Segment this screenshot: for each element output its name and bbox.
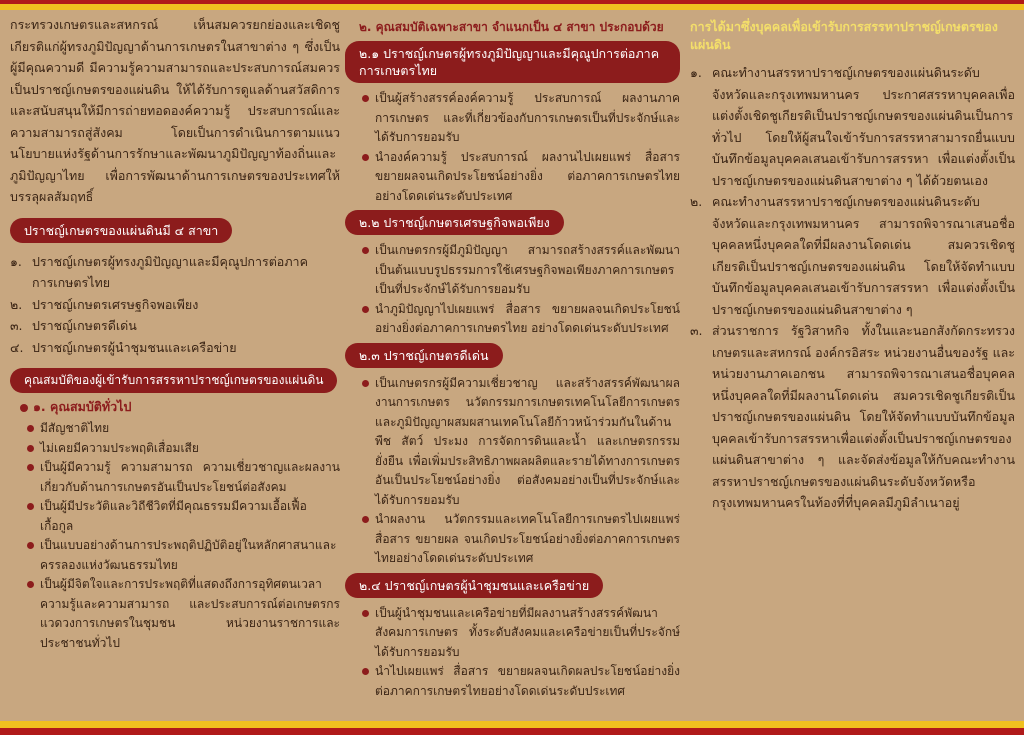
section-2-3-list <box>359 374 680 569</box>
section-2-1-list <box>359 89 680 206</box>
section-heading-2-1: ๒.๑ ปราชญ์เกษตรผู้ทรงภูมิปัญญาและมีคุณูปการต่อภาคการเกษตรไทย <box>345 41 680 83</box>
list-item: นำองค์ความรู้ ประสบการณ์ ผลงานไปเผยแพร่ สื่อสาร ขยายผลจนเกิดประโยชน์อย่างยิ่ง ต่อภาคการเกษตรไทยอย่างโดดเด่นระดับประเทศ <box>359 148 680 207</box>
selection-process-list <box>690 62 1015 514</box>
general-qualifications-list <box>24 419 340 653</box>
column-1 <box>10 14 340 653</box>
list-item: นำไปเผยแพร่ สื่อสาร ขยายผลจนเกิดผลประโยชน์อย่างยิ่งต่อภาคการเกษตรไทยอย่างโดดเด่นระดับประเทศ <box>359 662 680 701</box>
list-item: เป็นเกษตรกรผู้มีภูมิปัญญา สามารถสร้างสรรค์และพัฒนาเป็นต้นแบบรูปธรรมการใช้เศรษฐกิจพอเพียงภาคการเกษตร เป็นที่ประจักษ์ได้รับการยอมรับ <box>359 241 680 300</box>
list-item: ๒. ปราชญ์เกษตรเศรษฐกิจพอเพียง <box>10 296 199 312</box>
list-item: ๓. ส่วนราชการ รัฐวิสาหกิจ ทั้งในและนอกสังกัดกระทรวงเกษตรและสหกรณ์ องค์กรอิสระ หน่วยงานอื่นของรัฐ และหน่วยงานภาคเอกชน สามารถพิจารณาเสนอชื่อบุคคลหนึ่งบุคคลใดที่มีผลงานโดดเด่น สมควรเชิดชูเกียรติเป็นปราชญ์เกษตรของแผ่นดิน โดยให้จัดทำแบบบันทึกข้อมูลบุคคลเข้ารับการสรรหาเพื่อแต่งตั้งเป็นปราชญ์เกษตรของแผ่นดินสาขาต่าง ๆ และจัดส่งข้อมูลให้กับคณะทำงานสรรหาปราชญ์เกษตรของแผ่นดินระดับจังหวัดหรือกรุงเทพมหานครในท้องที่ที่บุคคลมีภูมิลำเนาอยู่ <box>690 323 1015 510</box>
section-2-2-list <box>359 241 680 339</box>
branches-heading: ปราชญ์เกษตรของแผ่นดินมี ๔ สาขา <box>10 218 232 243</box>
general-qualifications-heading: ๑. คุณสมบัติทั่วไป <box>20 397 340 417</box>
column-2 <box>345 14 680 701</box>
list-item: ๔. ปราชญ์เกษตรผู้นำชุมชนและเครือข่าย <box>10 339 237 355</box>
section-heading-2-4: ๒.๔ ปราชญ์เกษตรผู้นำชุมชนและเครือข่าย <box>345 573 603 598</box>
section-heading-2-2: ๒.๒ ปราชญ์เกษตรเศรษฐกิจพอเพียง <box>345 210 564 235</box>
list-item: ๒. คณะทำงานสรรหาปราชญ์เกษตรของแผ่นดินระดับจังหวัดและกรุงเทพมหานคร สามารถพิจารณาเสนอชื่อบุคคลหนึ่งบุคคลใดที่มีผลงานโดดเด่น สมควรเชิดชูเกียรติเป็นปราชญ์เกษตรของแผ่นดิน โดยให้จัดทำแบบบันทึกข้อมูลบุคคลเสนอเข้ารับการสรรหา เพื่อแต่งตั้งเป็นปราชญ์เกษตรของแผ่นดินสาขาต่าง ๆ <box>690 194 1015 317</box>
list-item: เป็นแบบอย่างด้านการประพฤติปฏิบัติอยู่ในหลักศาสนาและครรลองแห่งวัฒนธรรมไทย <box>24 536 340 575</box>
list-item: เป็นผู้มีความรู้ ความสามารถ ความเชี่ยวชาญและผลงานเกี่ยวกับด้านการเกษตรอันเป็นประโยชน์ต่อสังคม <box>24 458 340 497</box>
branches-list <box>10 251 340 359</box>
column-3 <box>690 14 1015 514</box>
list-item: เป็นผู้นำชุมชนและเครือข่ายที่มีผลงานสร้างสรรค์พัฒนาสังคมการเกษตร ทั้งระดับสังคมและเครือข่ายเป็นที่ประจักษ์ได้รับการยอมรับ <box>359 604 680 663</box>
list-item: เป็นผู้มีประวัติและวิถีชีวิตที่มีคุณธรรมมีความเอื้อเฟื้อเกื้อกูล <box>24 497 340 536</box>
selection-process-heading: การได้มาซึ่งบุคคลเพื่อเข้ารับการสรรหาปราชญ์เกษตรของแผ่นดิน <box>690 19 998 52</box>
list-item: มีสัญชาติไทย <box>24 419 340 439</box>
section-2-4-list <box>359 604 680 702</box>
list-item: ไม่เคยมีความประพฤติเสื่อมเสีย <box>24 439 340 459</box>
section-heading-2-3: ๒.๓ ปราชญ์เกษตรดีเด่น <box>345 343 503 368</box>
list-item: นำผลงาน นวัตกรรมและเทคโนโลยีการเกษตรไปเผยแพร่ สื่อสาร ขยายผล จนเกิดประโยชน์อย่างยิ่งต่อภาคการเกษตรไทยอย่างโดดเด่นระดับประเทศ <box>359 510 680 569</box>
list-item: เป็นผู้มีจิตใจและการประพฤติที่แสดงถึงการอุทิศตนเวลา ความรู้และความสามารถ และประสบการณ์ต่อเกษตรกร แวดวงการเกษตรในชุมชน หน่วยงานราชการและประชาชนทั่วไป <box>24 575 340 653</box>
intro-paragraph: กระทรวงเกษตรและสหกรณ์ เห็นสมควรยกย่องและเชิดชูเกียรติแก่ผู้ทรงภูมิปัญญาด้านการเกษตรในสาขาต่าง ๆ ซึ่งเป็นผู้มีคุณความดี มีความรู้ความสามารถและประสบการณ์สมควรเป็นปราชญ์เกษตรของแผ่นดิน ให้ได้รับการดูแลด้านสวัสดิการและสนับสนุนให้มีการถ่ายทอดองค์ความรู้ ประสบการณ์และความสามารถสู่สังคม โดยเป็นการดำเนินการตามแนวนโยบายแห่งรัฐด้านการรักษาและพัฒนาภูมิปัญญาท้องถิ่นและภูมิปัญญาไทย เพื่อการพัฒนาด้านการเกษตรของประเทศให้บรรลุผลสัมฤทธิ์ <box>10 17 340 204</box>
specific-qualifications-heading: ๒. คุณสมบัติเฉพาะสาขา จำแนกเป็น ๔ สาขา ประกอบด้วย <box>359 20 664 34</box>
bottom-border <box>0 721 1024 735</box>
list-item: ๑. คณะทำงานสรรหาปราชญ์เกษตรของแผ่นดินระดับจังหวัดและกรุงเทพมหานคร ประกาศสรรหาบุคคลเพื่อแต่งตั้งเชิดชูเกียรติเป็นปราชญ์เกษตรของแผ่นดินเป็นการทั่วไป โดยให้ผู้สนใจเข้ารับการสรรหาสามารถยื่นแบบบันทึกข้อมูลบุคคลเสนอเข้ารับการสรรหา เพื่อแต่งตั้งเป็นปราชญ์เกษตรของแผ่นดินสาขาต่าง ๆ ได้ด้วยตนเอง <box>690 65 1015 188</box>
qualifications-heading: คุณสมบัติของผู้เข้ารับการสรรหาปราชญ์เกษตรของแผ่นดิน <box>10 368 337 393</box>
top-border <box>0 0 1024 10</box>
list-item: ๑. ปราชญ์เกษตรผู้ทรงภูมิปัญญาและมีคุณูปการต่อภาคการเกษตรไทย <box>10 253 308 290</box>
list-item: เป็นเกษตรกรผู้มีความเชี่ยวชาญ และสร้างสรรค์พัฒนาผลงานการเกษตร นวัตกรรมการเกษตรเทคโนโลยีการเกษตร และภูมิปัญญาผสมผสานเทคโนโลยีก้าวหน้าร่วมกันในด้านพืช สัตว์ ประมง การจัดการดินและน้ำ และเกษตรกรรมยั่งยืน เพื่อเพิ่มประสิทธิภาพผลผลิตและรายได้ทางการเกษตร อันเป็นประโยชน์อย่างยิ่ง ต่อสังคมอย่างเป็นที่ประจักษ์และได้รับการยอมรับ <box>359 374 680 511</box>
list-item: เป็นผู้สร้างสรรค์องค์ความรู้ ประสบการณ์ ผลงานภาคการเกษตร และที่เกี่ยวข้องกับการเกษตรเป็นที่ประจักษ์และได้รับการยอมรับ <box>359 89 680 148</box>
list-item: นำภูมิปัญญาไปเผยแพร่ สื่อสาร ขยายผลจนเกิดประโยชน์อย่างยิ่งต่อภาคการเกษตรไทย อย่างโดดเด่นระดับประเทศ <box>359 300 680 339</box>
list-item: ๓. ปราชญ์เกษตรดีเด่น <box>10 318 137 333</box>
